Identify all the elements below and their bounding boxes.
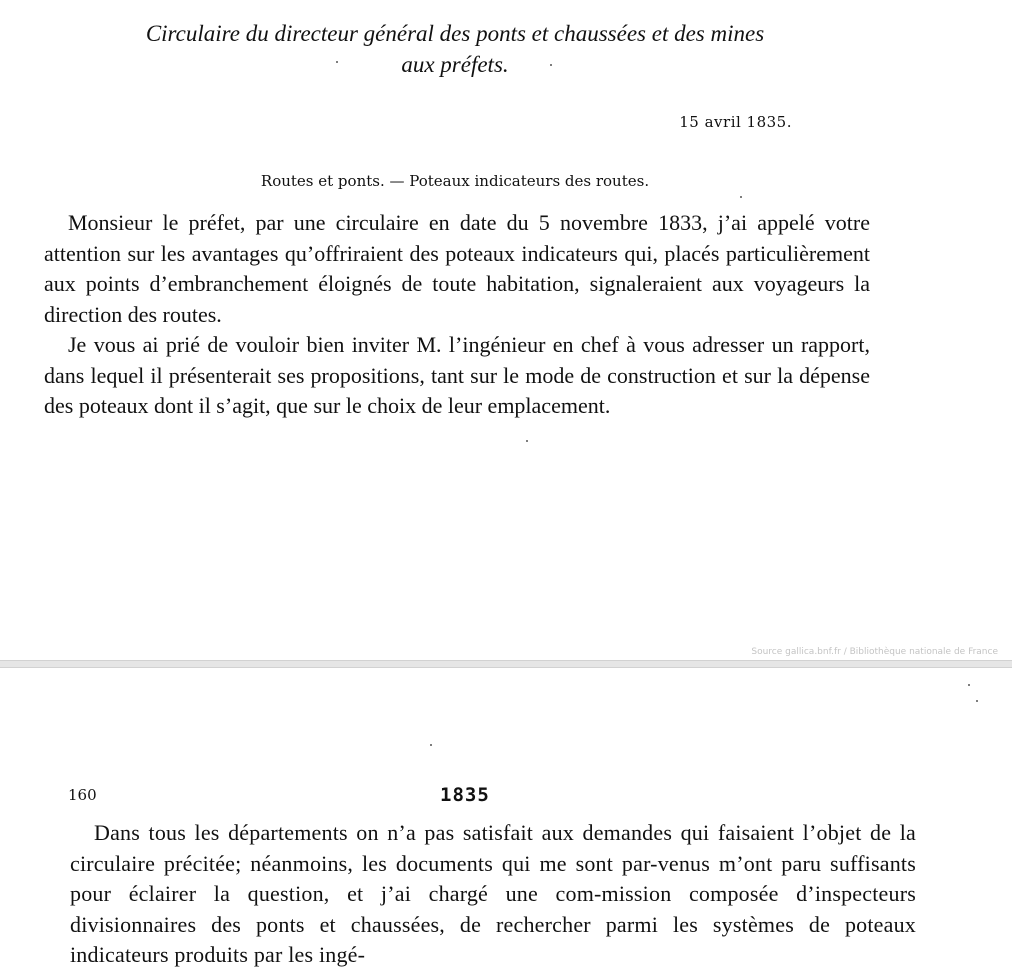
scan-speck xyxy=(336,61,338,63)
page-number: 160 xyxy=(68,786,97,804)
title-line-2: aux préfets. xyxy=(401,52,509,77)
circular-title xyxy=(60,18,850,80)
scan-speck xyxy=(550,64,552,66)
scan-speck xyxy=(968,684,970,686)
paragraph-2: Je vous ai prié de vouloir bien inviter M. l’ingénieur en chef à vous adresser un rapport, dans lequel il présenterait ses propositions, tant sur le mode de construction et sur la dépense des poteaux dont il s’agit, que sur le choix de leur emplacement. xyxy=(44,332,870,418)
source-note: Source gallica.bnf.fr / Bibliothèque nationale de France xyxy=(751,647,998,657)
scan-speck xyxy=(976,700,978,702)
paragraph-1: Monsieur le préfet, par une circulaire en date du 5 novembre 1833, j’ai appelé votre attention sur les avantages qu’offriraient des poteaux indicateurs qui, placés particulièrement aux points d’embranchement éloignés de toute habitation, signaleraient aux voyageurs la direction des routes. xyxy=(44,210,870,327)
scan-speck xyxy=(740,196,742,198)
page-separator xyxy=(0,660,1012,668)
circular-date: 15 avril 1835. xyxy=(679,113,792,131)
paragraph-3: Dans tous les départements on n’a pas satisfait aux demandes qui faisaient l’objet de la circulaire précitée; néanmoins, les documents qui me sont par-venus m’ont paru suffisants pour éclairer la question, et j’ai chargé une com-mission composée d’inspecteurs divisionnaires des ponts et chaussées, de rechercher parmi les systèmes de poteaux indicateurs produits par les ingé- xyxy=(70,820,916,967)
circular-subject: Routes et ponts. — Poteaux indicateurs des routes. xyxy=(260,172,650,190)
running-header-year: 1835 xyxy=(440,784,490,806)
scan-speck xyxy=(430,744,432,746)
scan-speck xyxy=(526,440,528,442)
title-line-1: Circulaire du directeur général des ponts et chaussées et des mines xyxy=(145,21,765,46)
